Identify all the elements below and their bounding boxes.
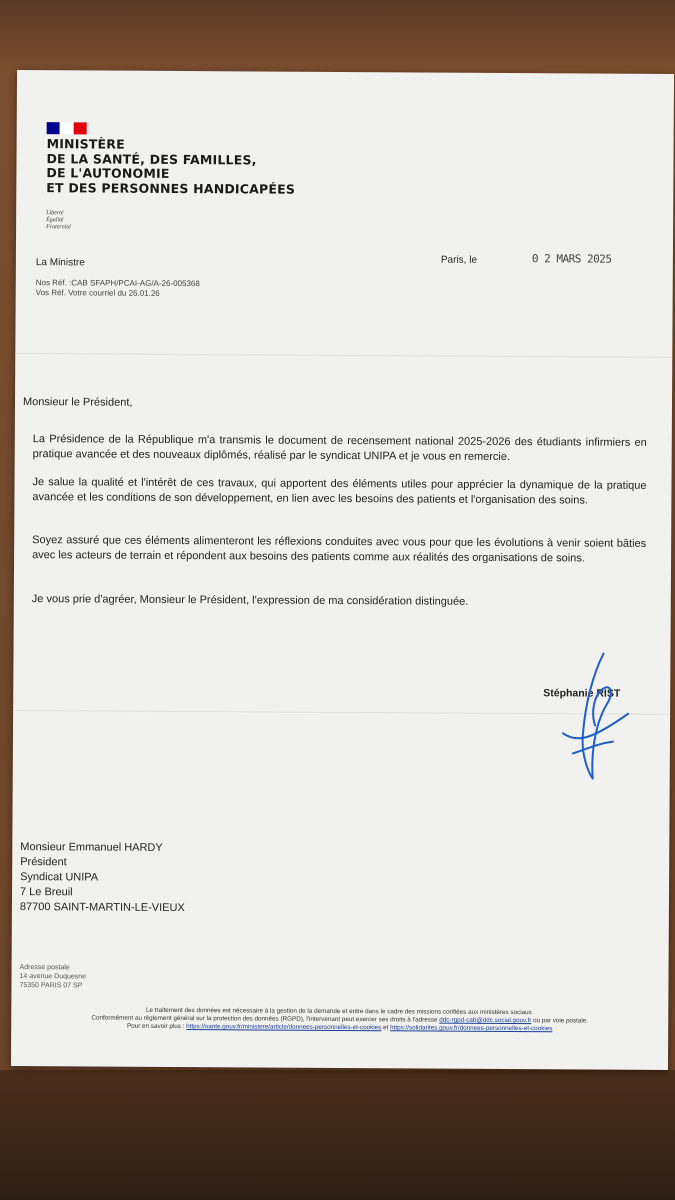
paragraph: La Présidence de la République m'a transmis le document de recensement national 2025-2026 des étudiants infirmiers en pratique avancée et des nouveaux diplômés, réalisé par le syndicat UNIPA et je vous en remercie.: [32, 433, 647, 464]
recipient-organization: Syndicat UNIPA: [20, 871, 99, 884]
motto-fraternite: Fraternité: [46, 224, 71, 231]
flag-red: [73, 122, 86, 134]
footer-text: et: [383, 1024, 389, 1032]
your-reference: Vos Réf. Votre courriel du 26.01.26: [35, 288, 160, 298]
marianne-flag-logo: [47, 122, 87, 134]
recipient-address: [20, 840, 185, 916]
footer-text: ou par voie postale.: [533, 1017, 589, 1025]
letter-page: [11, 70, 674, 1070]
table-background: [0, 1070, 675, 1200]
footer-text: Conformément au règlement général sur la protection des données (RGPD), l'intervenant peut exercer ses droits à l'adresse: [91, 1014, 438, 1024]
ministry-line: DE LA SANTÉ, DES FAMILLES,: [46, 150, 257, 167]
postal-city: 75350 PARIS 07 SP: [19, 982, 83, 990]
date-stamp: 0 2 MARS 2025: [531, 252, 612, 266]
flag-blue: [47, 122, 60, 134]
postal-address: [19, 963, 86, 990]
motto-egalite: Égalité: [46, 217, 64, 224]
flag-white: [60, 122, 73, 134]
ministry-line: MINISTÈRE: [46, 136, 125, 152]
signature-stroke: [563, 653, 629, 778]
signatory-name: Stéphanie RIST: [543, 687, 621, 700]
sante-privacy-link[interactable]: https://sante.gouv.fr/ministere/article/donnees-personnelles-et-cookies: [186, 1023, 382, 1032]
references: [36, 278, 200, 299]
recipient-name: Monsieur Emmanuel HARDY: [20, 841, 163, 854]
author-title: La Ministre: [35, 257, 85, 269]
salutation: Monsieur le Président,: [22, 396, 133, 409]
ministry-line: ET DES PERSONNES HANDICAPÉES: [46, 179, 296, 197]
gdpr-email-link[interactable]: ddc-rgpd-cab@ddc.social.gouv.fr: [439, 1016, 532, 1025]
paragraph: Soyez assuré que ces éléments alimenteront les réflexions conduites avec vous pour que les évolutions à venir soient bâties avec les acteurs de terrain et répondent aux besoins des patients comme aux réalités des organisations de soins.: [32, 534, 647, 565]
paragraph: Je salue la qualité et l'intérêt de ces travaux, qui apportent des éléments utiles pour apprécier la dynamique de la pratique avancée et les conditions de son développement, en lien avec les besoins des patients et l'organisation des soins.: [32, 476, 647, 507]
postal-street: 14 avenue Duquesne: [19, 973, 87, 981]
ministry-name: [46, 137, 366, 197]
recipient-city: 87700 SAINT-MARTIN-LE-VIEUX: [19, 901, 185, 915]
paper-fold: [15, 353, 672, 359]
republic-motto: [46, 210, 71, 231]
ministry-line: DE L'AUTONOMIE: [46, 165, 170, 181]
footer-line-1: Le traitement des données est nécessaire à la gestion de la demande et entre dans le cadre des missions confiées aux ministères sociaux.: [146, 1006, 534, 1017]
handwritten-signature: [533, 643, 644, 784]
postal-label: Adresse postale: [19, 964, 70, 972]
gdpr-footer: [11, 1006, 668, 1035]
paragraph: Je vous prie d'agréer, Monsieur le Président, l'expression de ma considération distinguée.: [31, 593, 469, 608]
recipient-street: 7 Le Breuil: [19, 886, 73, 899]
our-reference: Nos Réf. :CAB SFAPH/PCAI-AG/A-26-005368: [35, 278, 200, 289]
recipient-title: Président: [20, 856, 67, 869]
place-label: Paris, le: [440, 254, 478, 266]
solidarites-privacy-link[interactable]: https://solidarites.gouv.fr/donnees-personnelles-et-cookies: [390, 1024, 553, 1033]
footer-text: Pour en savoir plus :: [126, 1023, 185, 1031]
motto-liberte: Liberté: [46, 210, 64, 217]
